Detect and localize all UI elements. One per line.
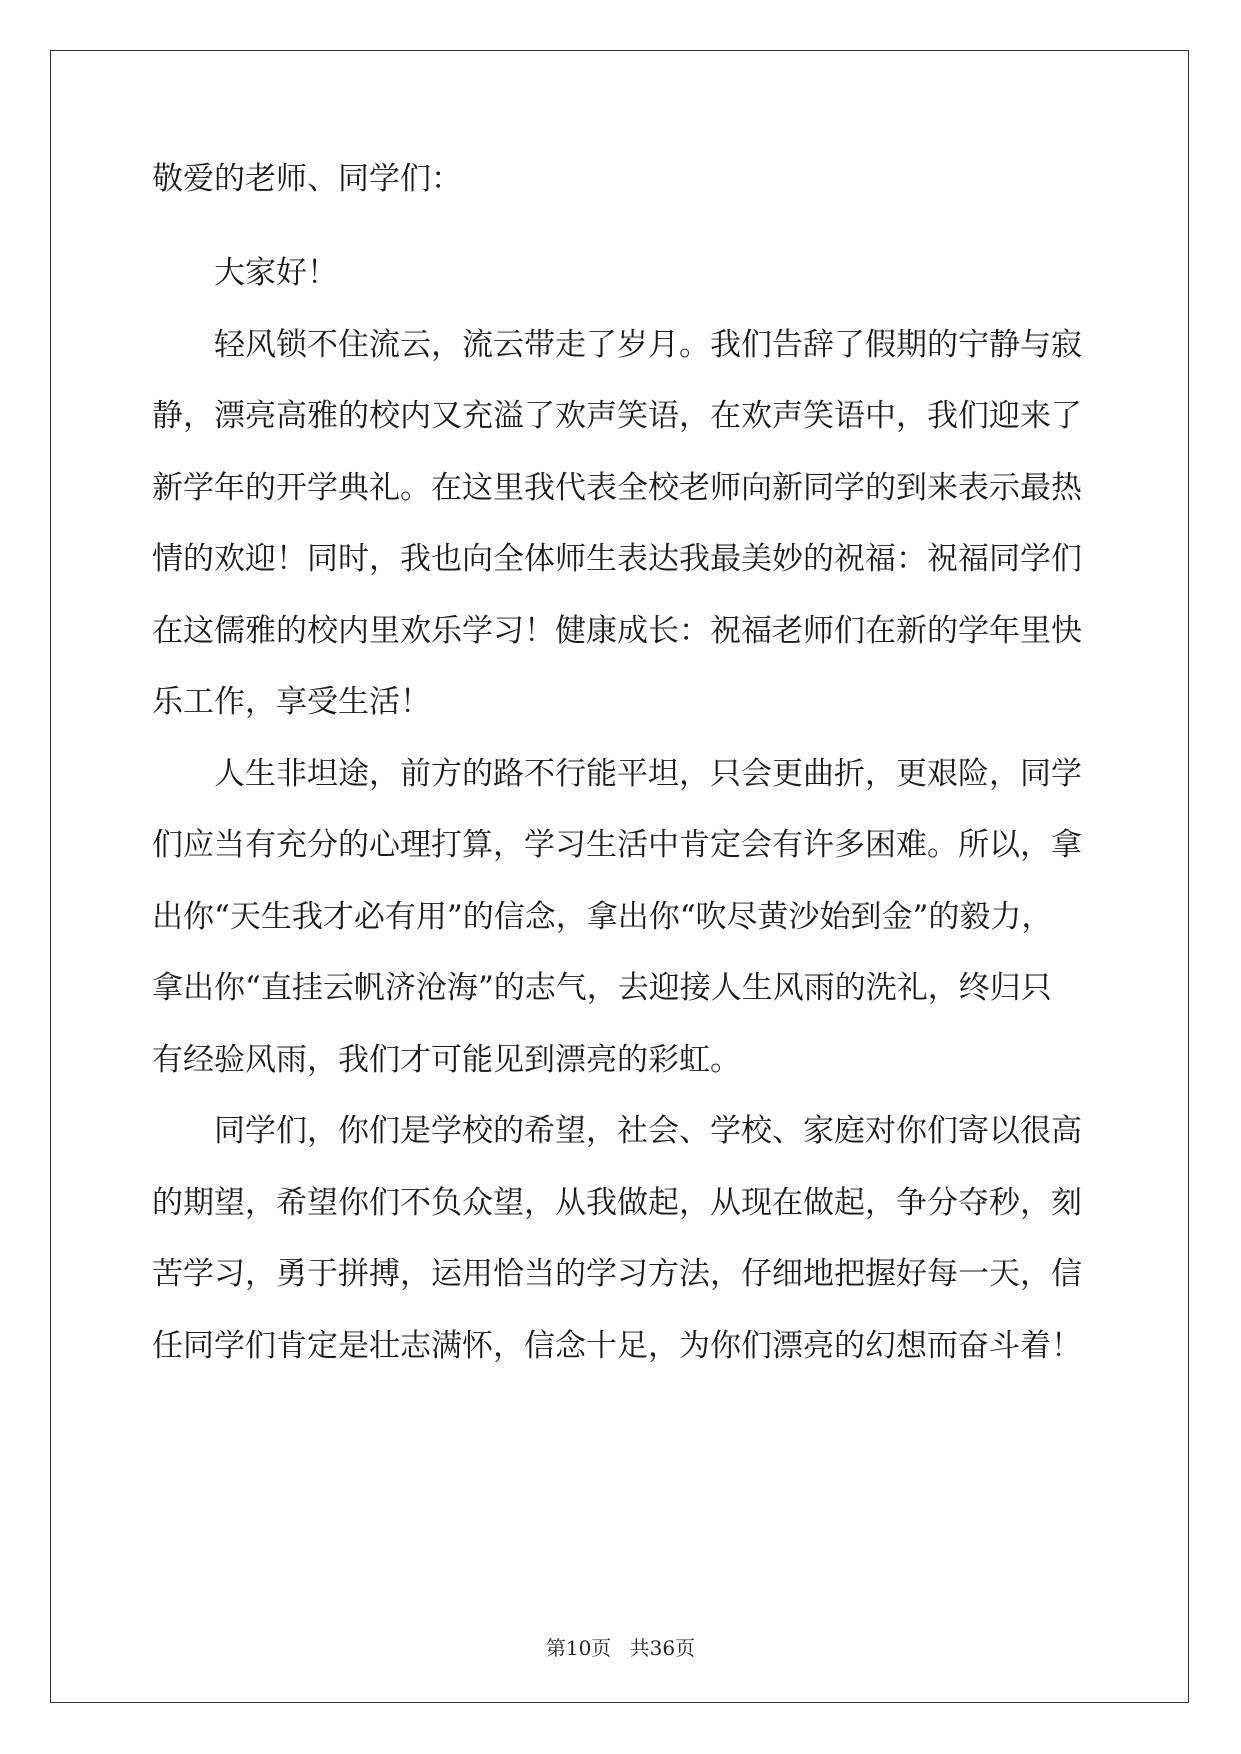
paragraph-2-line-3: 出你“天生我才必有用”的信念，拿出你“吹尽黄沙始到金”的毅力， bbox=[152, 898, 1053, 935]
paragraph-1-line-5: 在这儒雅的校内里欢乐学习！健康成长：祝福老师们在新的学年里快 bbox=[152, 612, 1082, 649]
salutation: 敬爱的老师、同学们： bbox=[152, 161, 462, 197]
paragraph-3-line-4: 任同学们肯定是壮志满怀，信念十足，为你们漂亮的幻想而奋斗着！ bbox=[152, 1327, 1082, 1364]
paragraph-2-line-1: 人生非坦途，前方的路不行能平坦，只会更曲折，更艰险，同学 bbox=[214, 755, 1082, 792]
paragraph-3-line-2: 的期望，希望你们不负众望，从我做起，从现在做起，争分夺秒，刻 bbox=[152, 1184, 1082, 1221]
paragraph-2-line-2: 们应当有充分的心理打算，学习生活中肯定会有许多困难。所以，拿 bbox=[152, 827, 1082, 863]
paragraph-2-line-4: 拿出你“直挂云帆济沧海”的志气，去迎接人生风雨的洗礼，终归只 bbox=[152, 970, 1052, 1006]
paragraph-3-line-1: 同学们，你们是学校的希望，社会、学校、家庭对你们寄以很高 bbox=[214, 1113, 1082, 1149]
paragraph-1-line-2: 静，漂亮高雅的校内又充溢了欢声笑语，在欢声笑语中，我们迎来了 bbox=[152, 398, 1082, 434]
page-footer bbox=[0, 1632, 1241, 1661]
paragraph-1-line-4: 情的欢迎！同时，我也向全体师生表达我最美妙的祝福：祝福同学们 bbox=[152, 541, 1082, 577]
page-total: 共36页 bbox=[629, 1636, 696, 1660]
paragraph-1-line-6: 乐工作，享受生活！ bbox=[152, 684, 431, 720]
document-body bbox=[152, 160, 1092, 1382]
paragraph-3-line-3: 苦学习，勇于拼搏，运用恰当的学习方法，仔细地把握好每一天，信 bbox=[152, 1256, 1082, 1292]
paragraph-2-line-5: 有经验风雨，我们才可能见到漂亮的彩虹。 bbox=[152, 1041, 741, 1078]
page-number: 第10页 bbox=[545, 1636, 612, 1660]
greeting: 大家好！ bbox=[214, 255, 338, 291]
paragraph-1-line-1: 轻风锁不住流云，流云带走了岁月。我们告辞了假期的宁静与寂 bbox=[214, 326, 1082, 363]
paragraph-1-line-3: 新学年的开学典礼。在这里我代表全校老师向新同学的到来表示最热 bbox=[152, 469, 1082, 506]
